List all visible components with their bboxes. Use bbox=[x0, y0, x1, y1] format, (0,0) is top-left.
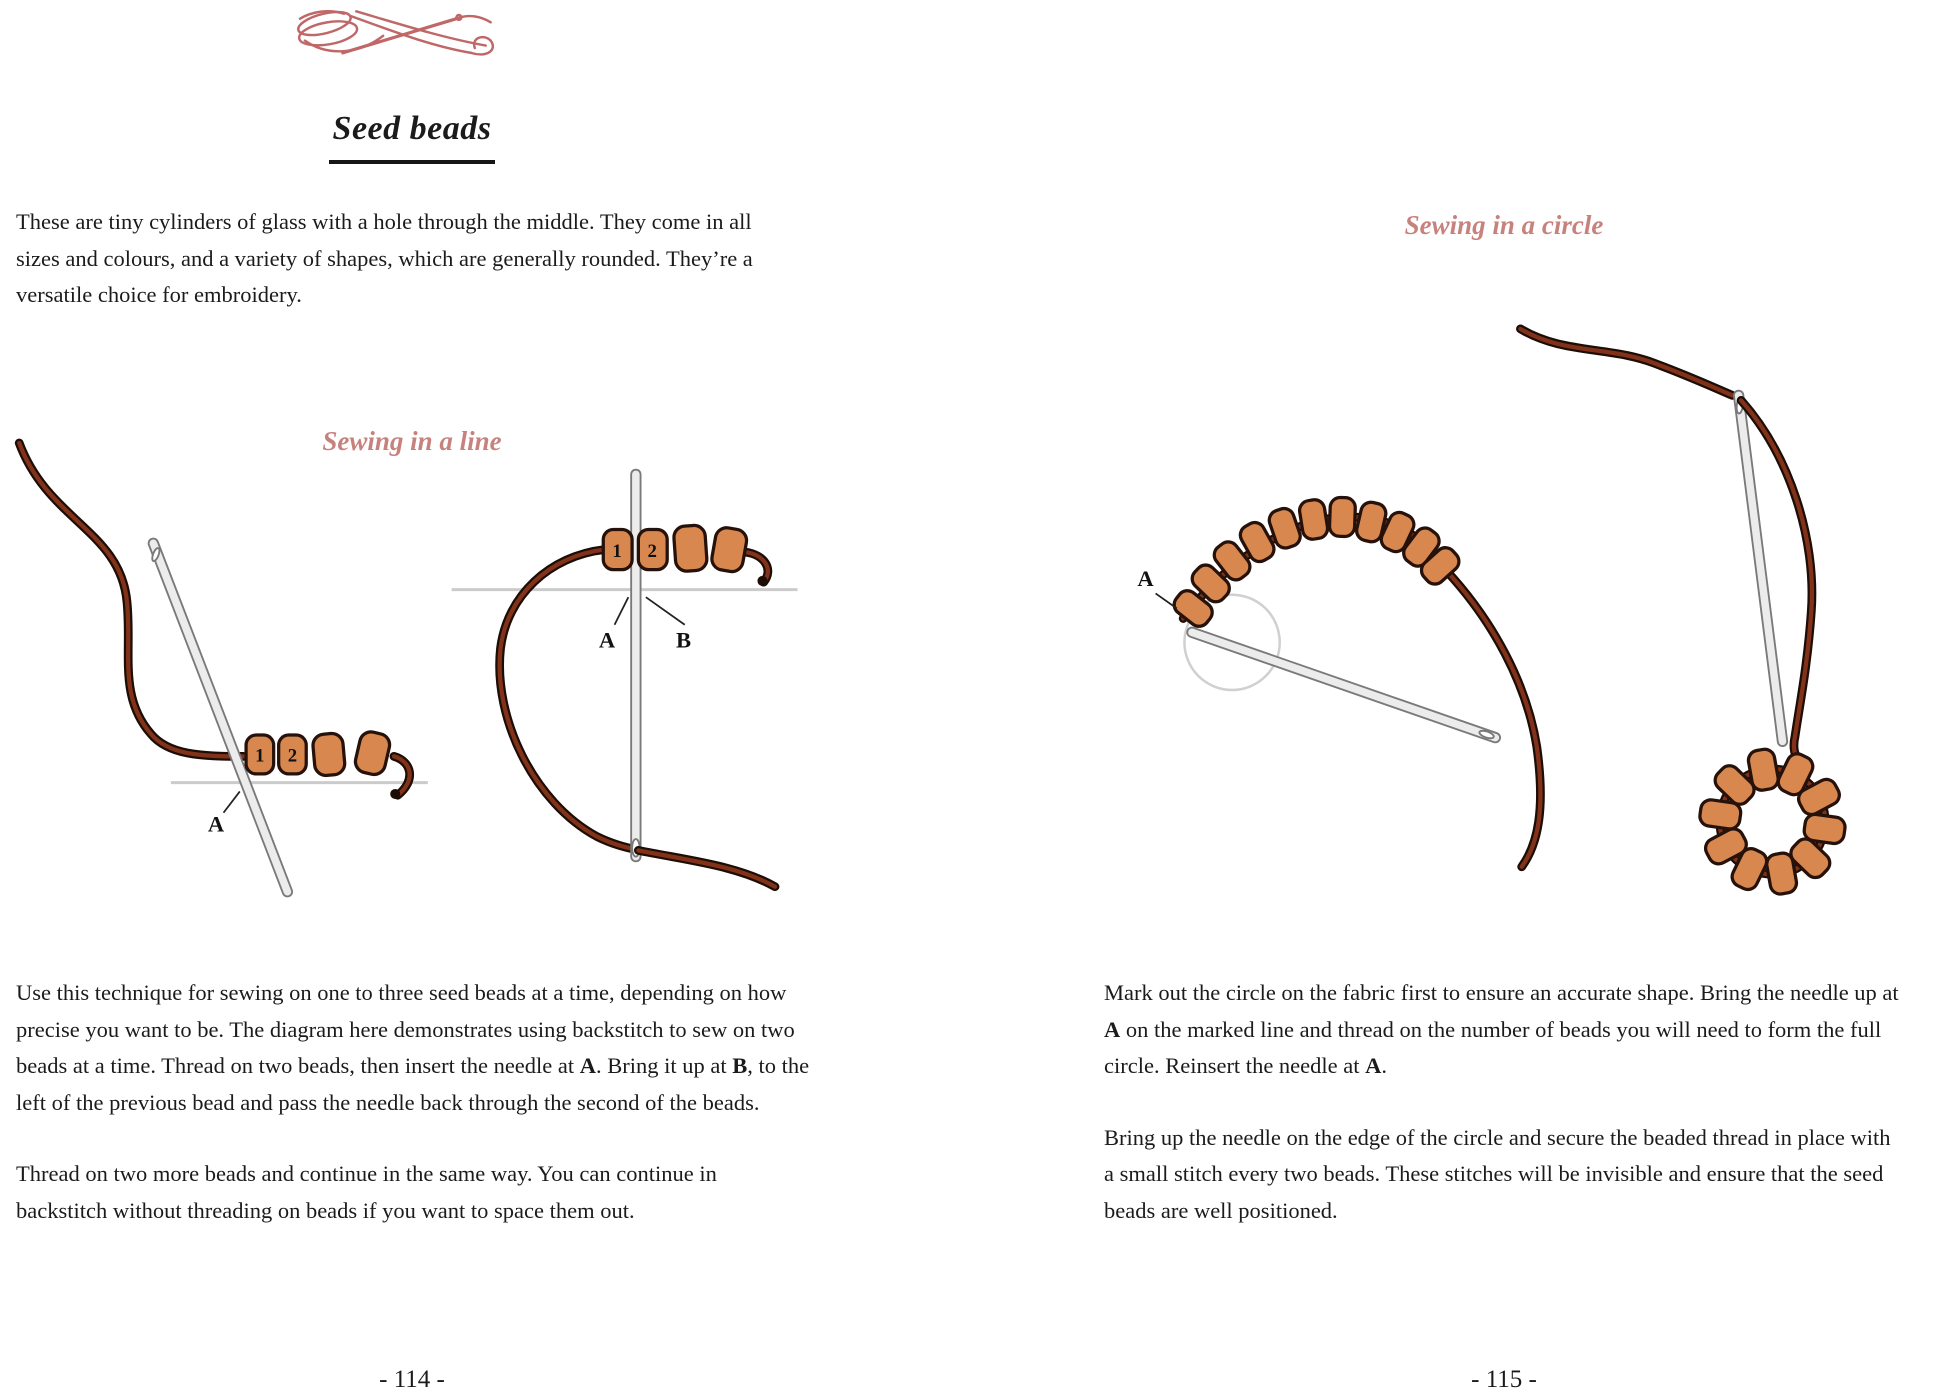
line-diagram-step2 bbox=[452, 474, 798, 886]
thread-and-needle-illustration bbox=[286, 4, 534, 70]
needle bbox=[632, 474, 640, 856]
label-a-pointer bbox=[615, 597, 629, 625]
page-title bbox=[0, 110, 824, 164]
page-number-left: - 114 - bbox=[379, 1366, 445, 1393]
bead-ring bbox=[1699, 748, 1847, 896]
seed-bead bbox=[1298, 498, 1329, 540]
thread-knot bbox=[390, 789, 400, 799]
circle-diagram-step2 bbox=[1520, 329, 1846, 896]
seed-bead bbox=[1765, 852, 1798, 896]
bead-number-1: 1 bbox=[612, 541, 622, 563]
label-a: A bbox=[207, 811, 225, 837]
seed-beads bbox=[246, 730, 392, 777]
text-run: . bbox=[1381, 1053, 1387, 1078]
point-a-ref: A bbox=[579, 1053, 597, 1078]
section-heading-sewing-in-a-line: Sewing in a line bbox=[322, 426, 502, 456]
seed-bead bbox=[312, 733, 346, 777]
page-title-text: Seed beads bbox=[329, 110, 496, 164]
seed-bead bbox=[1329, 497, 1355, 537]
thread bbox=[19, 443, 409, 799]
paragraph: Bring up the needle on the edge of the circle and secure the beaded thread in place with a small stitch every two beads. These stitches will be invisible and ensure that the seed beads are well positioned. bbox=[1104, 1124, 1891, 1223]
point-a-ref: A bbox=[1104, 1016, 1121, 1042]
seed-bead bbox=[353, 730, 392, 777]
text-run: , to the left of the previous bead and pass the needle back through the second of the beads. bbox=[16, 1053, 810, 1115]
needle bbox=[151, 543, 288, 891]
text-run: . Bring it up at bbox=[596, 1053, 733, 1078]
bead-number-1: 1 bbox=[255, 745, 265, 767]
seed-bead bbox=[710, 526, 748, 573]
bead-number-2: 2 bbox=[647, 541, 657, 563]
point-a-ref: A bbox=[1365, 1053, 1382, 1078]
label-b-pointer bbox=[646, 597, 685, 625]
text-run: on the marked line and thread on the number of beads you will need to form the full circle. Reinsert the needle at bbox=[1104, 1016, 1882, 1078]
right-body-text bbox=[1104, 975, 1904, 1229]
page-number-right: - 115 - bbox=[1471, 1366, 1537, 1393]
label-a: A bbox=[1137, 565, 1154, 591]
label-a-pointer bbox=[224, 791, 240, 812]
seed-bead bbox=[673, 525, 707, 572]
thread bbox=[1520, 329, 1732, 395]
paragraph: Thread on two more beads and continue in the same way. You can continue in backstitch without threading on beads if you want to space them out. bbox=[16, 1161, 717, 1223]
text-run: Use this technique for sewing on one to three seed beads at a time, depending on how precise you want to be. The diagram here demonstrates using backstitch to sew on two beads at a time. Thread on two beads, then insert the needle at bbox=[16, 980, 795, 1078]
line-diagram-step1 bbox=[19, 443, 428, 892]
text-run: Mark out the circle on the fabric first to ensure an accurate shape. Bring the needle up at bbox=[1104, 980, 1899, 1005]
paragraph bbox=[1104, 975, 1904, 1085]
circle-diagram-step1 bbox=[1137, 497, 1540, 867]
seed-beads bbox=[1170, 497, 1463, 630]
seed-beads bbox=[603, 525, 748, 574]
section-heading-sewing-in-a-circle: Sewing in a circle bbox=[1404, 210, 1604, 240]
label-a: A bbox=[598, 627, 616, 653]
thread-exit bbox=[638, 552, 775, 887]
sewing-in-a-line-diagram bbox=[10, 433, 803, 903]
seed-bead bbox=[1747, 748, 1780, 792]
intro-paragraph: These are tiny cylinders of glass with a hole through the middle. They come in all sizes and colours, and a variety of shapes, which are generally rounded. They’re a versatile choice for embroidery. bbox=[16, 209, 753, 307]
thread bbox=[500, 550, 635, 850]
left-body-text bbox=[16, 975, 811, 1229]
needle bbox=[1192, 632, 1495, 739]
thread-knot bbox=[757, 576, 767, 586]
bead-number-2: 2 bbox=[287, 745, 298, 767]
paragraph bbox=[16, 975, 811, 1121]
point-b-ref: B bbox=[732, 1053, 748, 1078]
sewing-in-a-circle-diagram bbox=[1123, 320, 1869, 897]
label-b: B bbox=[675, 627, 692, 653]
